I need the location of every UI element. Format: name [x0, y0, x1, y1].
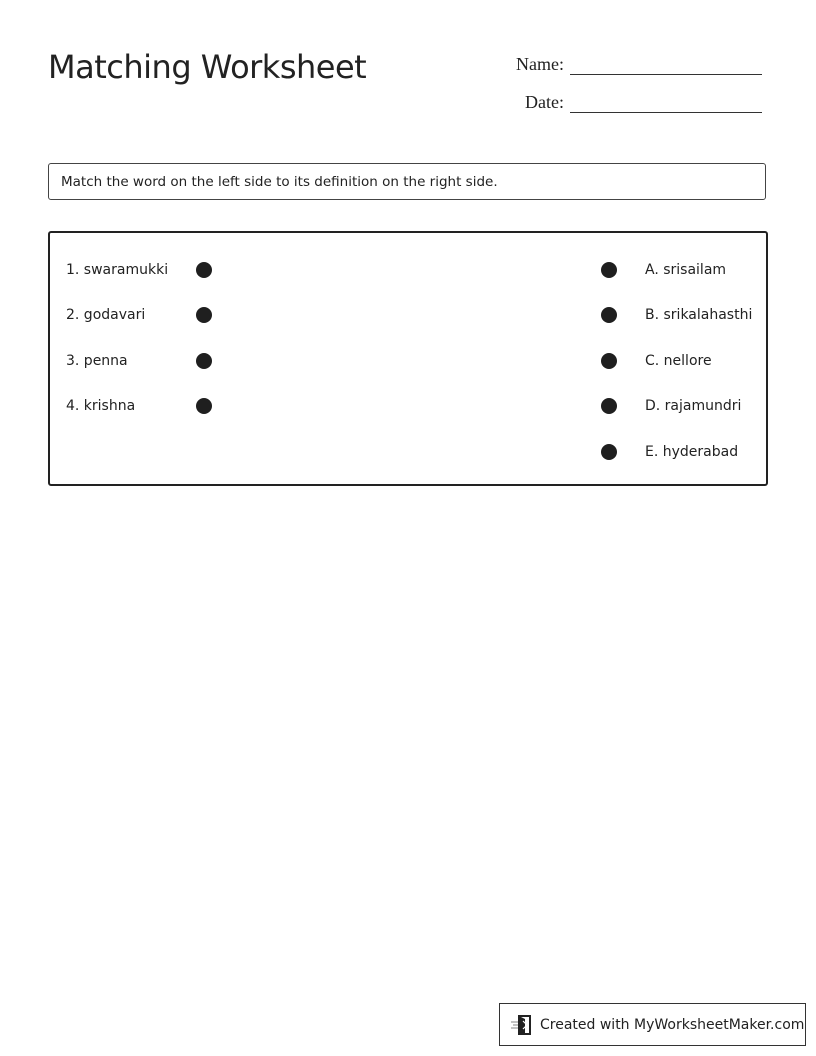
date-field	[504, 92, 762, 113]
left-item: 4. krishna	[66, 398, 136, 414]
right-item: C. nellore	[645, 353, 712, 369]
left-item: 3. penna	[66, 353, 128, 369]
right-dot[interactable]	[601, 444, 617, 460]
right-dot[interactable]	[601, 398, 617, 414]
date-line[interactable]	[570, 92, 762, 113]
right-dot[interactable]	[601, 307, 617, 323]
right-item: B. srikalahasthi	[645, 307, 753, 323]
right-dot[interactable]	[601, 262, 617, 278]
left-dot[interactable]	[196, 353, 212, 369]
right-item: A. srisailam	[645, 262, 727, 278]
name-label: Name:	[516, 54, 564, 74]
page-title: Matching Worksheet	[48, 48, 367, 86]
footer-text: Created with MyWorksheetMaker.com	[540, 1016, 805, 1033]
left-item: 1. swaramukki	[66, 262, 169, 278]
right-item: E. hyderabad	[645, 444, 739, 460]
left-dot[interactable]	[196, 262, 212, 278]
left-item: 2. godavari	[66, 307, 146, 323]
name-field	[504, 54, 762, 75]
footer-credit[interactable]	[499, 1003, 806, 1046]
instructions-box: Match the word on the left side to its definition on the right side.	[48, 163, 766, 200]
matching-area	[48, 231, 768, 486]
date-label: Date:	[525, 92, 564, 112]
left-dot[interactable]	[196, 398, 212, 414]
right-item: D. rajamundri	[645, 398, 742, 414]
left-dot[interactable]	[196, 307, 212, 323]
name-line[interactable]	[570, 54, 762, 75]
worksheet-logo-icon	[510, 1014, 534, 1036]
right-dot[interactable]	[601, 353, 617, 369]
